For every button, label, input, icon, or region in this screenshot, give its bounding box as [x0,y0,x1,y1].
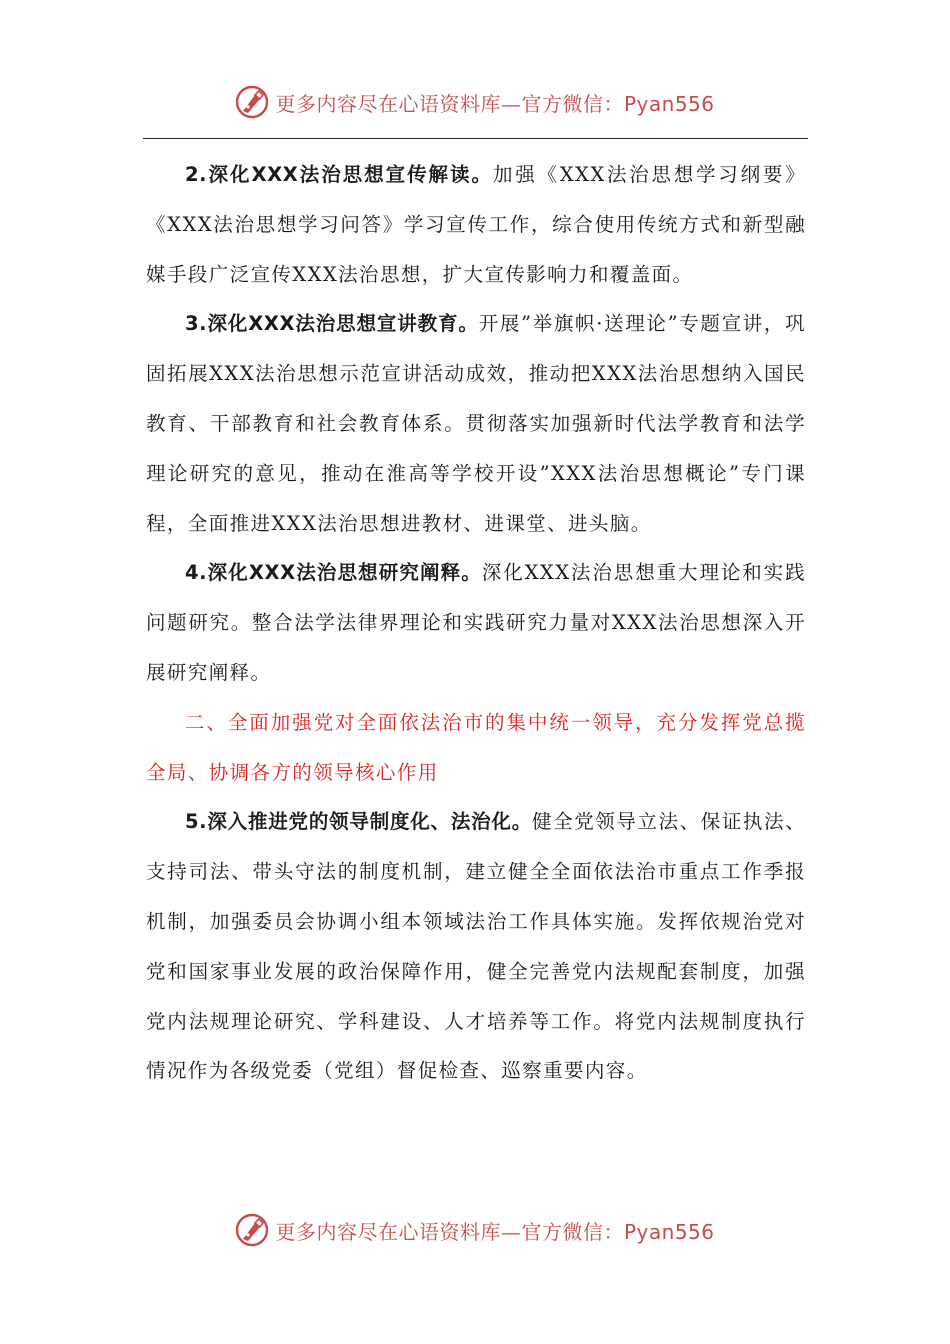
banner-main-text: 更多内容尽在心语资料库 [275,91,501,116]
paragraph-4-body: 深化XXX法治思想重大理论和实践问题研究。整合法学法律界理论和实践研究力量对XXX法治思想深入开展研究阐释。 [146,561,806,684]
footer-banner-dash: — [500,1219,522,1244]
pen-nib-circle-icon [235,85,269,119]
document-body [146,150,806,1096]
footer-banner-text [275,1216,714,1245]
footer-banner [0,1210,950,1250]
paragraph-2-lead: 2.深化XXX法治思想宣传解读。 [185,163,493,186]
banner-dash: — [500,91,522,116]
section-heading: 二、全面加强党对全面依法治市的集中统一领导，充分发挥党总揽全局、协调各方的领导核心作用 [146,710,806,784]
banner-text [275,88,714,117]
paragraph-5-body: 健全党领导立法、保证执法、支持司法、带头守法的制度机制，建立健全全面依法治市重点工作季报机制，加强委员会协调小组本领域法治工作具体实施。发挥依规治党对党和国家事业发展的政治保障作用，健全完善党内法规配套制度，加强党内法规理论研究、学科建设、人才培养等工作。将党内法规制度执行情况作为各级党委（党组）督促检查、巡察重要内容。 [146,810,806,1083]
footer-banner-wechat-label: 官方微信： [521,1219,624,1244]
header-banner [0,82,950,122]
paragraph-2 [146,150,806,299]
banner-wechat-label: 官方微信： [521,91,624,116]
footer-banner-wechat-id: Pyan556 [623,1219,715,1244]
paragraph-4-lead: 4.深化XXX法治思想研究阐释。 [185,561,482,585]
paragraph-5 [146,797,806,1096]
paragraph-3-body: 开展”举旗帜·送理论”专题宣讲，巩固拓展XXX法治思想示范宣讲活动成效，推动把XXX法治思想纳入国民教育、干部教育和社会教育体系。贯彻落实加强新时代法学教育和法学理论研究的意见，推动在淮高等学校开设”XXX法治思想概论”专门课程，全面推进XXX法治思想进教材、进课堂、进头脑。 [146,312,807,535]
header-divider [143,138,808,139]
banner-wechat-id: Pyan556 [623,91,715,116]
pen-nib-circle-icon [235,1213,269,1247]
paragraph-4 [146,548,806,697]
paragraph-3 [146,299,806,548]
paragraph-2-body: 加强《XXX法治思想学习纲要》《XXX法治思想学习问答》学习宣传工作，综合使用传统方式和新型融媒手段广泛宣传XXX法治思想，扩大宣传影响力和覆盖面。 [146,163,806,286]
footer-banner-main-text: 更多内容尽在心语资料库 [275,1219,501,1244]
paragraph-5-lead: 5.深入推进党的领导制度化、法治化。 [185,810,533,834]
paragraph-3-lead: 3.深化XXX法治思想宣讲教育。 [185,312,479,336]
